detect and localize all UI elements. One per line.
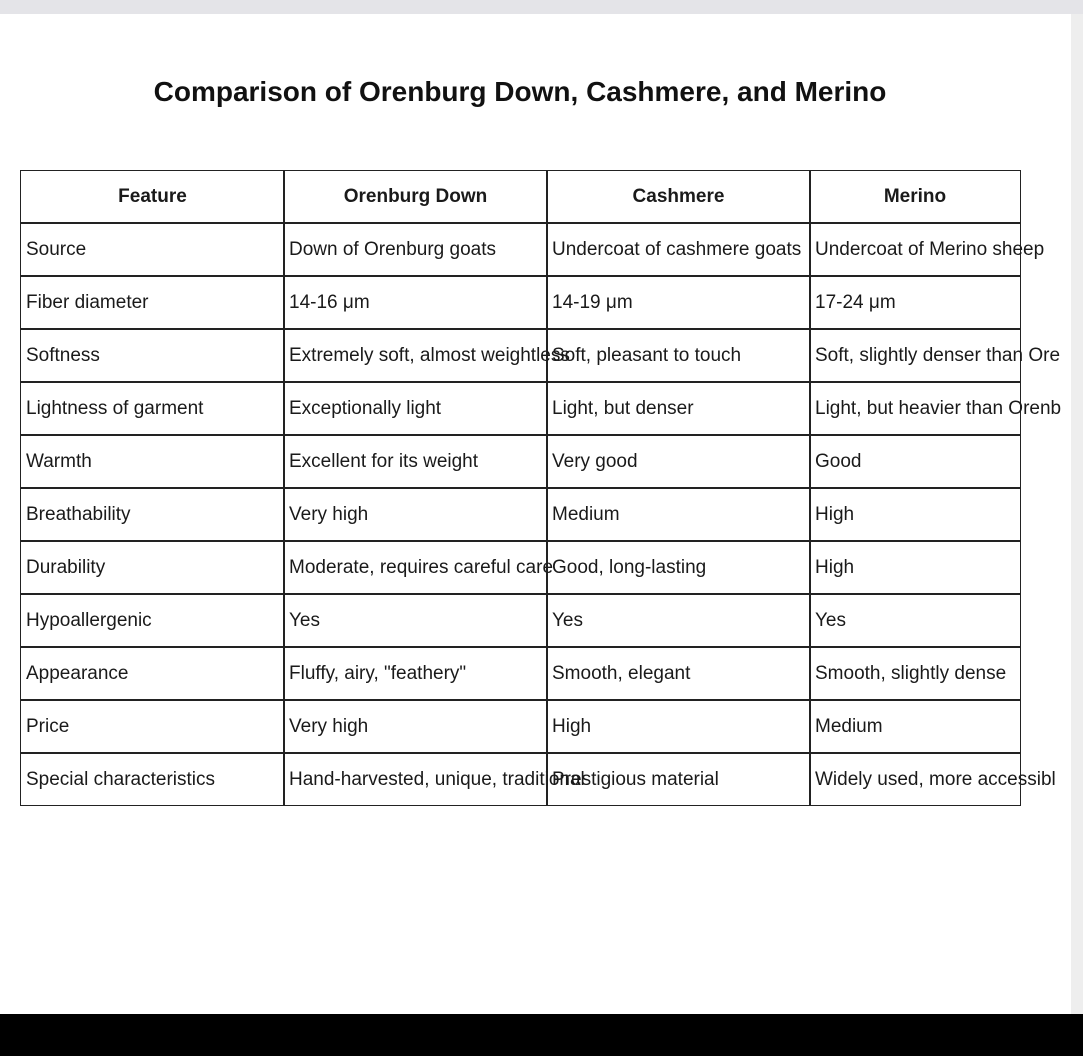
cell-text: Good <box>815 451 862 472</box>
cell-feature <box>20 594 285 647</box>
cell-text: Undercoat of Merino sheep <box>815 239 1045 260</box>
cell-orenburg-down <box>283 753 585 806</box>
cell-feature <box>20 488 285 541</box>
cell-text: High <box>815 557 855 578</box>
cell-text: Appearance <box>26 663 129 684</box>
cell-text: Extremely soft, almost weightless <box>289 345 570 366</box>
cell-cashmere <box>546 541 811 594</box>
cell-text: Special characteristics <box>26 769 216 790</box>
top-status-strip <box>0 0 1083 14</box>
cell-orenburg-down <box>283 382 548 435</box>
cell-text: Very high <box>289 716 369 737</box>
cell-feature <box>20 223 285 276</box>
cell-text: Breathability <box>26 504 131 525</box>
cell-orenburg-down <box>283 329 570 382</box>
cell-orenburg-down <box>283 435 548 488</box>
cell-text: Down of Orenburg goats <box>289 239 497 260</box>
header-merino: Merino <box>809 170 1021 223</box>
cell-orenburg-down <box>283 594 548 647</box>
cell-text: Light, but heavier than Orenb <box>815 398 1062 419</box>
cell-text: Light, but denser <box>552 398 694 419</box>
cell-merino <box>809 276 1021 329</box>
cell-text: High <box>552 716 592 737</box>
cell-cashmere <box>546 223 811 276</box>
cell-feature <box>20 435 285 488</box>
cell-cashmere <box>546 753 811 806</box>
cell-text: Price <box>26 716 70 737</box>
cell-orenburg-down <box>283 488 548 541</box>
cell-text: High <box>815 504 855 525</box>
cell-cashmere <box>546 276 811 329</box>
cell-orenburg-down <box>283 700 548 753</box>
cell-text: Medium <box>815 716 883 737</box>
cell-feature <box>20 647 285 700</box>
cell-feature <box>20 382 285 435</box>
cell-text: Yes <box>289 610 320 631</box>
cell-text: Excellent for its weight <box>289 451 479 472</box>
cell-text: Smooth, elegant <box>552 663 691 684</box>
cell-merino <box>809 329 1061 382</box>
cell-merino <box>809 594 1021 647</box>
cell-cashmere <box>546 594 811 647</box>
cell-text: Fluffy, airy, "feathery" <box>289 663 467 684</box>
cell-text: Soft, pleasant to touch <box>552 345 742 366</box>
bottom-black-band <box>0 1014 1083 1056</box>
cell-text: 14-19 μm <box>552 292 633 313</box>
cell-text: Prestigious material <box>552 769 719 790</box>
cell-cashmere <box>546 329 811 382</box>
cell-merino <box>809 700 1021 753</box>
cell-feature <box>20 700 285 753</box>
cell-feature <box>20 753 285 806</box>
page-edge <box>1071 14 1083 1014</box>
cell-cashmere <box>546 435 811 488</box>
cell-text: Hand-harvested, unique, traditional <box>289 769 585 790</box>
cell-text: Widely used, more accessibl <box>815 769 1056 790</box>
cell-orenburg-down <box>283 647 548 700</box>
cell-text: Very high <box>289 504 369 525</box>
cell-merino <box>809 541 1021 594</box>
cell-merino <box>809 223 1045 276</box>
cell-text: 17-24 μm <box>815 292 896 313</box>
cell-merino <box>809 753 1056 806</box>
cell-cashmere <box>546 647 811 700</box>
cell-text: Hypoallergenic <box>26 610 152 631</box>
cell-text: Softness <box>26 345 100 366</box>
cell-text: Smooth, slightly dense <box>815 663 1007 684</box>
cell-text: Lightness of garment <box>26 398 204 419</box>
cell-text: Warmth <box>26 451 92 472</box>
cell-text: Soft, slightly denser than Ore <box>815 345 1061 366</box>
cell-text: 14-16 μm <box>289 292 370 313</box>
cell-text: Yes <box>552 610 583 631</box>
cell-merino <box>809 435 1021 488</box>
cell-cashmere <box>546 700 811 753</box>
cell-merino <box>809 647 1021 700</box>
cell-text: Moderate, requires careful care <box>289 557 554 578</box>
cell-orenburg-down <box>283 541 554 594</box>
cell-text: Very good <box>552 451 638 472</box>
cell-text: Source <box>26 239 87 260</box>
cell-merino <box>809 382 1062 435</box>
header-feature: Feature <box>20 170 285 223</box>
cell-cashmere <box>546 488 811 541</box>
cell-text: Undercoat of cashmere goats <box>552 239 802 260</box>
cell-feature <box>20 541 285 594</box>
cell-orenburg-down <box>283 276 548 329</box>
cell-text: Durability <box>26 557 106 578</box>
cell-text: Exceptionally light <box>289 398 442 419</box>
cell-merino <box>809 488 1021 541</box>
cell-feature <box>20 276 285 329</box>
cell-orenburg-down <box>283 223 548 276</box>
cell-feature <box>20 329 285 382</box>
cell-text: Yes <box>815 610 846 631</box>
header-orenburg-down: Orenburg Down <box>283 170 548 223</box>
cell-text: Fiber diameter <box>26 292 149 313</box>
header-cashmere: Cashmere <box>546 170 811 223</box>
cell-cashmere <box>546 382 811 435</box>
document-title: Comparison of Orenburg Down, Cashmere, and Merino <box>153 76 887 107</box>
cell-text: Good, long-lasting <box>552 557 707 578</box>
cell-text: Medium <box>552 504 620 525</box>
